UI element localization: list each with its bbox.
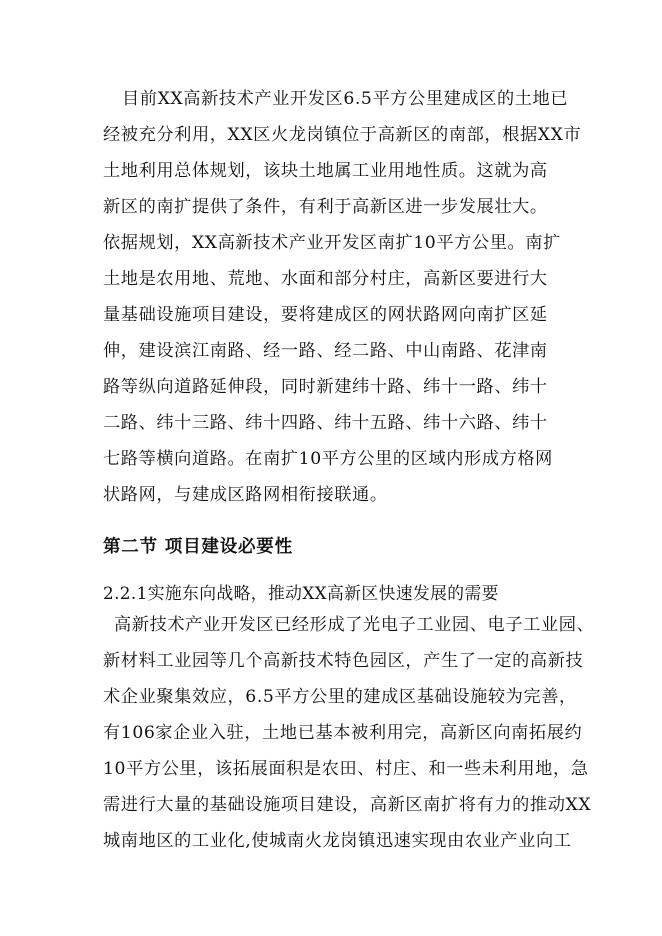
paragraph-line: 城南地区的工业化,使城南火龙岗镇迅速实现由农业产业向工 [103,831,572,851]
paragraph-line: 术企业聚集效应，6.5平方公里的建成区基础设施较为完善， [103,687,577,707]
paragraph-line: 路等纵向道路延伸段，同时新建纬十路、纬十一路、纬十 [103,377,548,397]
paragraph-line: 土地是农用地、荒地、水面和部分村庄，高新区要进行大 [103,269,548,289]
paragraph-line: 量基础设施项目建设，要将建成区的网状路网向南扩区延 [103,305,548,325]
paragraph-line: 七路等横向道路。在南扩10平方公里的区域内形成方格网 [103,449,553,469]
paragraph-line: 高新技术产业开发区已经形成了光电子工业园、电子工业园、 [114,615,595,635]
paragraph-line: 有106家企业入驻，土地已基本被利用完，高新区向南拓展约 [103,723,583,743]
paragraph-line: 10平方公里，该拓展面积是农田、村庄、和一些未利用地，急 [103,759,589,779]
paragraph-line: 新材料工业园等几个高新技术特色园区，产生了一定的高新技 [103,651,584,671]
section-heading: 第二节 项目建设必要性 [103,537,293,557]
paragraph-line: 经被充分利用，XX区火龙岗镇位于高新区的南部，根据XX市 [103,125,582,145]
paragraph-line: 土地利用总体规划，该块土地属工业用地性质。这就为高 [103,161,548,181]
paragraph-line: 伸，建设滨江南路、经一路、经二路、中山南路、花津南 [103,341,548,361]
paragraph-line: 需进行大量的基础设施项目建设，高新区南扩将有力的推动XX [103,795,592,815]
subsection-heading: 2.2.1实施东向战略，推动XX高新区快速发展的需要 [103,583,499,603]
paragraph-line: 目前XX高新技术产业开发区6.5平方公里建成区的土地已 [122,89,569,109]
paragraph-line: 依据规划，XX高新技术产业开发区南扩10平方公里。南扩 [103,233,561,253]
paragraph-line: 二路、纬十三路、纬十四路、纬十五路、纬十六路、纬十 [103,413,548,433]
paragraph-line: 状路网，与建成区路网相衔接联通。 [103,485,388,505]
paragraph-line: 新区的南扩提供了条件，有利于高新区进一步发展壮大。 [103,197,548,217]
